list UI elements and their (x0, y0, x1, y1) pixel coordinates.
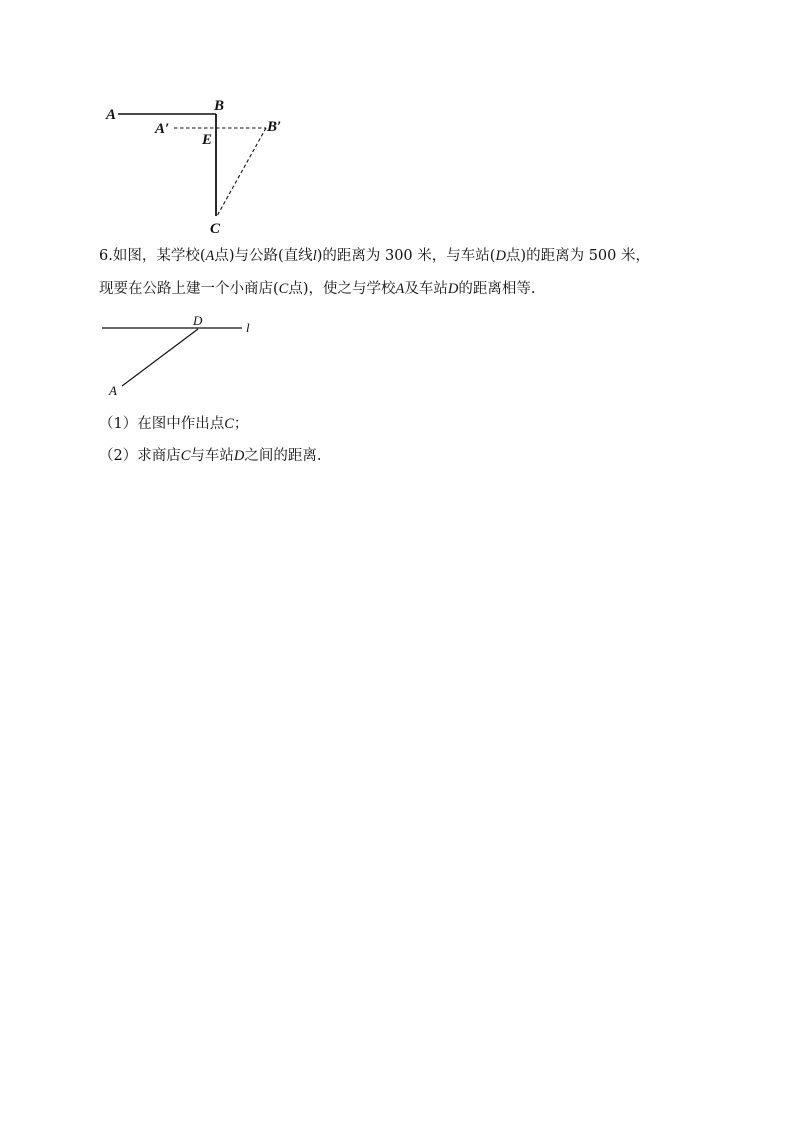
q6-text: 现要在公路上建一个小商店( (99, 281, 279, 297)
q6-text: 点)，使之与学校 (288, 281, 396, 297)
segment-ad (122, 329, 198, 386)
q6-text: 及车站 (404, 281, 448, 297)
label-e: E (202, 132, 213, 148)
var-c: C (278, 281, 289, 297)
part-text: 与车站 (190, 448, 234, 464)
label-l: l (246, 320, 250, 335)
label-a: A (106, 107, 117, 123)
q6-text: )的距离为 300 米，与车站( (316, 248, 496, 264)
label-d: D (193, 313, 203, 328)
part-text: 之间的距离. (244, 448, 322, 464)
label-a-prime: A′ (155, 121, 170, 137)
question-6-part-2 (99, 446, 322, 466)
var-a: A (205, 248, 215, 264)
part-text: （1）在图中作出点 (99, 416, 225, 432)
q6-text: 点)的距离为 500 米， (505, 248, 650, 264)
var-d: D (447, 281, 459, 297)
label-b: B (214, 98, 225, 114)
figure-road-diagram (0, 0, 794, 420)
part-text: （2）求商店 (99, 448, 181, 464)
var-d: D (495, 248, 506, 264)
question-6-part-1 (99, 414, 248, 434)
label-a: A (109, 383, 117, 398)
var-d: D (233, 448, 245, 464)
label-c: C (210, 221, 221, 237)
var-l: l (312, 248, 317, 264)
q6-text: 的距离相等. (458, 281, 536, 297)
part-text: ； (233, 416, 249, 432)
q6-text: 6.如图，某学校( (99, 248, 206, 264)
var-a: A (395, 281, 405, 297)
var-c: C (224, 416, 234, 432)
var-c: C (180, 448, 191, 464)
q6-text: 点)与公路(直线 (214, 248, 313, 264)
label-b-prime: B′ (267, 119, 282, 135)
